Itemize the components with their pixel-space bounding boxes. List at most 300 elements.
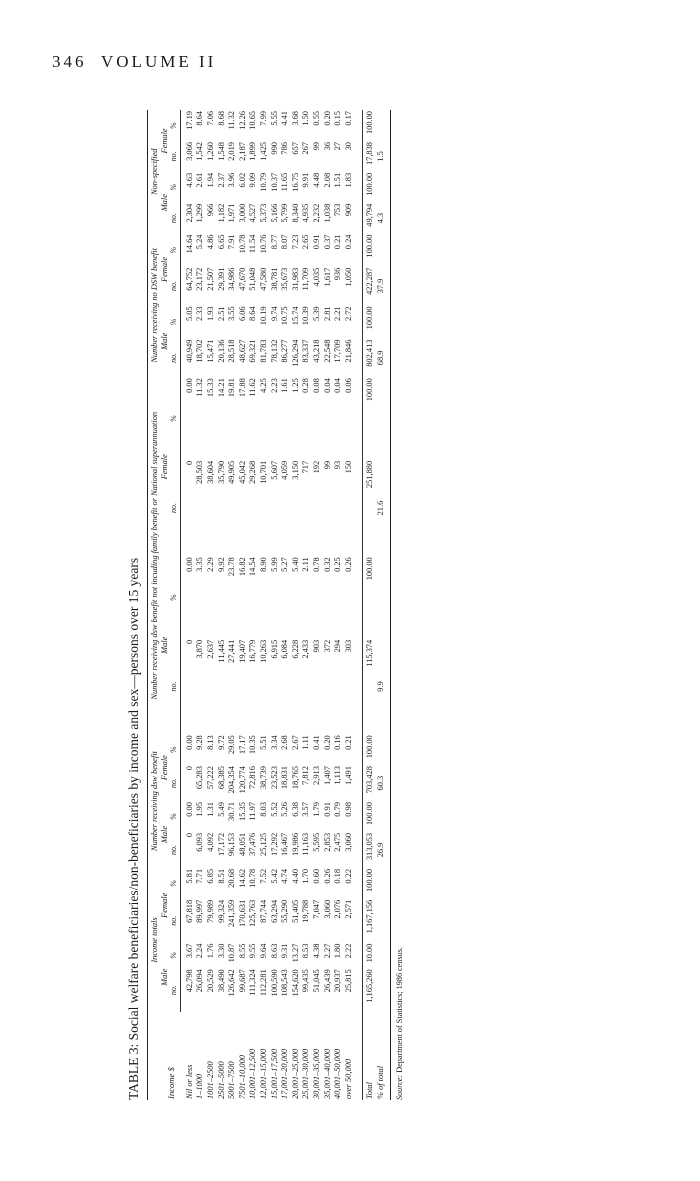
table-cell: 3.67	[184, 943, 194, 959]
group-header-dsw-excl-family: Number receiving dsw benefit not incuding family benefit or National superannuation	[150, 411, 159, 700]
table-cell: 8.64	[195, 111, 205, 126]
table-row	[270, 110, 281, 1100]
table-cell: 51,048	[248, 267, 258, 291]
table-cell: 115,374	[363, 639, 376, 734]
row-label: 10,001–12,500	[248, 1048, 258, 1099]
table-cell: 2.65	[301, 234, 311, 250]
table-cell: 19.81	[227, 378, 237, 398]
table-cell: 9.72	[216, 735, 226, 750]
table-cell: 2.11	[301, 557, 311, 572]
table-cell: 7.91	[227, 234, 237, 250]
table-cell: 9.09	[248, 172, 258, 188]
table-cell: 10.79	[258, 172, 268, 192]
table-cell: 14.62	[237, 868, 247, 888]
table-cell: 2.51	[216, 306, 226, 322]
table-cell: 35,673	[280, 267, 290, 291]
table-cell	[376, 801, 390, 832]
table-cell	[376, 734, 390, 765]
table-cell: 3.96	[227, 172, 237, 188]
table-cell: 0.20	[322, 111, 332, 126]
table-cell: 10.78	[248, 868, 258, 888]
table-cell: 2.23	[269, 378, 279, 393]
table-cell: 753	[333, 203, 343, 217]
table-cell: 0.26	[343, 557, 353, 572]
table-cell: 2,232	[311, 203, 321, 223]
table-cell: 14.21	[216, 378, 226, 398]
table-cell: 11.32	[227, 111, 237, 130]
table-cell: 16.82	[237, 557, 247, 577]
table-cell: 9.55	[248, 943, 258, 959]
table-cell: 0.00	[184, 557, 194, 572]
table-cell: 20.68	[227, 868, 237, 888]
percent-column-header: %	[169, 234, 181, 267]
table-cell: 23.78	[227, 557, 237, 577]
table-cell	[376, 305, 390, 338]
table-cell: 6.85	[206, 868, 215, 884]
table-cell: 0.91	[322, 802, 332, 817]
table-cell: 37,476	[248, 832, 258, 856]
table-cell: 51,405	[290, 899, 300, 923]
table-cell: 5.81	[184, 868, 194, 884]
table-cell: 31,983	[290, 267, 300, 291]
table-cell: 0.25	[333, 557, 343, 572]
count-column-header: no.	[169, 141, 181, 172]
table-cell: 55,290	[280, 899, 290, 923]
table-cell: 294	[333, 639, 343, 653]
table-cell: 1,542	[195, 142, 205, 161]
table-cell: 37.9	[376, 267, 390, 306]
table-cell: 1.51	[333, 172, 343, 188]
table-cell: 1,407	[322, 766, 332, 785]
table-cell: 72,816	[248, 766, 258, 790]
table-cell: 2.61	[195, 172, 205, 188]
table-cell: 38,490	[216, 969, 226, 993]
table-cell: 4.3	[376, 203, 390, 234]
table-row	[333, 110, 344, 1100]
table-cell	[376, 110, 390, 141]
table-cell: 25,815	[343, 969, 353, 993]
table-cell: 8.68	[216, 111, 226, 126]
table-cell: 1,899	[248, 142, 258, 161]
table-cell: 5.27	[280, 557, 290, 572]
table-cell: 4,527	[248, 203, 258, 223]
table-row	[206, 110, 217, 1100]
table-cell: 10.00	[363, 943, 376, 969]
table-cell	[376, 968, 390, 1012]
table-cell: 26,439	[322, 969, 332, 993]
table-cell: 28,503	[195, 460, 205, 484]
table-cell: 1,260	[206, 142, 215, 161]
table-cell: 99	[311, 142, 321, 151]
table-cell: 17,172	[216, 832, 226, 856]
source-text: Department of Statistics; 1986 census.	[394, 947, 404, 1073]
table-cell: 7.06	[206, 111, 215, 126]
table-cell: 29,391	[216, 267, 226, 291]
table-cell: 0.04	[322, 378, 332, 393]
table-cell: 68.9	[376, 339, 390, 378]
table-cell: 100.00	[363, 110, 376, 141]
table-row	[248, 110, 259, 1100]
table-cell: 1.93	[206, 306, 215, 322]
table-cell: 313,053	[363, 832, 376, 868]
table-cell: 2.29	[206, 557, 215, 572]
table-cell: 2.21	[333, 306, 343, 322]
table-cell: 2.27	[322, 943, 332, 959]
row-label: over 50,000	[343, 1058, 353, 1099]
table-cell: 96,153	[227, 832, 237, 856]
table-cell: 4.74	[280, 868, 290, 884]
table-cell: 64,752	[184, 267, 194, 291]
table-cell: 0.32	[322, 557, 332, 572]
table-cell: 68,385	[216, 766, 226, 790]
table-cell: 7,812	[301, 766, 311, 785]
table-cell: 10.19	[258, 306, 268, 326]
table-cell: 89,997	[195, 899, 205, 923]
table-cell: 4.25	[258, 378, 268, 393]
table-cell: 4,092	[206, 832, 215, 852]
table-row	[227, 110, 238, 1100]
sex-header: Male	[159, 194, 169, 212]
table-cell: 5,373	[258, 203, 268, 223]
table-cell	[376, 172, 390, 203]
table-cell: 6,084	[280, 639, 290, 659]
table-cell: 126,642	[227, 969, 237, 997]
table-cell: 0.78	[311, 557, 321, 572]
table-cell: 0.15	[333, 111, 343, 126]
table-cell: 18,765	[290, 766, 300, 790]
row-label: 1001–2500	[206, 1061, 215, 1099]
table-cell: 1,617	[322, 267, 332, 287]
total-row	[363, 110, 376, 1100]
row-label: 5001–7500	[227, 1061, 237, 1099]
table-cell: 8.90	[258, 557, 268, 572]
table-cell: 1,165,260	[363, 968, 376, 1012]
table-cell: 38,604	[206, 460, 215, 484]
table-cell: 48,051	[237, 832, 247, 856]
table-cell: 126,294	[290, 339, 300, 367]
table-cell: 35,790	[216, 460, 226, 484]
table-cell: 11.32	[195, 378, 205, 397]
table-cell: 0	[184, 766, 194, 771]
table-cell: 170,631	[237, 899, 247, 928]
table-cell: 372	[322, 639, 332, 653]
row-label: 40,001–50,000	[333, 1048, 343, 1099]
table-cell: 43,218	[311, 339, 321, 363]
sex-header: Male	[159, 332, 169, 350]
row-label: 17,001–20,000	[280, 1048, 290, 1099]
table-cell: 204,354	[227, 766, 237, 794]
table-cell: 10.65	[248, 111, 258, 130]
table-cell: 303	[343, 639, 353, 653]
table-cell: 8.53	[301, 943, 311, 959]
count-column-header: no.	[169, 267, 181, 306]
table-cell: 2.72	[343, 306, 353, 322]
table-cell: 2.08	[322, 172, 332, 188]
percent-column-header: %	[169, 801, 181, 832]
table-cell: 17.19	[184, 111, 194, 130]
table-cell: 17,709	[333, 339, 343, 363]
table-cell	[376, 868, 390, 899]
table-cell: 60.3	[376, 765, 390, 801]
table-cell: 717	[301, 460, 311, 474]
table-cell: 108,543	[280, 969, 290, 997]
table-cell: 10,263	[258, 639, 268, 663]
table-cell: 0.98	[343, 802, 353, 817]
table-cell: 120,774	[237, 766, 247, 794]
table-cell: 3,066	[184, 142, 194, 161]
group-header-dsw-benefit: Number receiving dsw benefit	[150, 751, 159, 852]
table-cell: 19,788	[301, 899, 311, 923]
table-cell: 11,709	[301, 267, 311, 291]
table-cell: 9.31	[280, 943, 290, 959]
table-cell: 5.49	[216, 802, 226, 817]
table-cell: 29,268	[248, 460, 258, 484]
table-cell: 47,580	[258, 267, 268, 291]
table-cell: 903	[311, 639, 321, 653]
table-cell: 5.26	[280, 802, 290, 817]
row-label: Total	[363, 1012, 376, 1100]
table-cell: 100.00	[363, 868, 376, 899]
table-cell: 5,595	[311, 832, 321, 852]
table-cell: 9.64	[258, 943, 268, 959]
table-cell: 8.77	[269, 234, 279, 250]
table-cell: 4,035	[311, 267, 321, 287]
table-cell: 241,359	[227, 899, 237, 928]
table-cell: 7,047	[311, 899, 321, 919]
table-cell: 17.88	[237, 378, 247, 398]
table-cell: 267	[301, 142, 311, 155]
table-cell: 25,125	[258, 832, 268, 856]
table-cell: 1,038	[322, 203, 332, 223]
row-label: 12,001–15,000	[258, 1048, 268, 1099]
table-cell: 0.22	[343, 868, 353, 884]
table-cell: 2,853	[322, 832, 332, 852]
table-cell: 1,491	[343, 766, 353, 785]
table-cell: 1.25	[290, 378, 300, 393]
table-cell: 100,590	[269, 969, 279, 997]
table-cell: 5.55	[269, 111, 279, 126]
table-cell: 23,523	[269, 766, 279, 790]
source-note	[395, 110, 404, 1100]
page-number: 346	[52, 52, 87, 71]
table-row	[238, 110, 249, 1100]
table-cell: 7.52	[258, 868, 268, 884]
table-cell: 1,299	[195, 203, 205, 223]
table-cell: 5.99	[269, 557, 279, 572]
table-cell: 1,548	[216, 142, 226, 161]
count-column-header: no.	[169, 765, 181, 801]
table-cell: 1,182	[216, 203, 226, 223]
table-cell: 0.00	[184, 378, 194, 393]
table-cell: 0.37	[322, 234, 332, 250]
table-cell: 2,076	[333, 899, 343, 919]
sex-header: Female	[159, 256, 169, 283]
volume-label: VOLUME II	[101, 52, 217, 71]
table-cell: 18,831	[280, 766, 290, 790]
table-cell: 0.17	[343, 111, 353, 126]
table-cell: 10.37	[269, 172, 279, 192]
table-cell: 10.87	[227, 943, 237, 963]
table-cell: 17,292	[269, 832, 279, 856]
row-label: 15,001–17,500	[269, 1048, 279, 1099]
table-row	[180, 110, 195, 1100]
sex-header: Female	[159, 892, 169, 918]
table-cell: 8.13	[206, 735, 215, 750]
sex-header: Male	[159, 825, 169, 844]
table-cell: 1.76	[206, 943, 215, 959]
table-cell	[376, 943, 390, 969]
table-cell: 9.28	[195, 735, 205, 750]
table-cell: 93	[333, 460, 343, 470]
table-cell: 0.26	[322, 868, 332, 884]
table-cell: 11,445	[216, 639, 226, 663]
table-cell: 0	[184, 832, 194, 838]
table-cell: 2.68	[280, 735, 290, 750]
table-cell: 4.63	[184, 172, 194, 188]
table-cell: 0.21	[333, 234, 343, 250]
table-cell: 15.33	[206, 378, 215, 398]
table-row	[323, 110, 334, 1100]
table-cell: 47,670	[237, 267, 247, 291]
table-row	[217, 110, 228, 1100]
table-cell: 2.37	[216, 172, 226, 188]
table-cell: 4.38	[311, 943, 321, 959]
table-cell: 11.65	[280, 172, 290, 192]
table-cell: 2,913	[311, 766, 321, 785]
table-row	[344, 110, 355, 1100]
source-label: Source:	[394, 1074, 404, 1100]
table-cell: 10.75	[280, 306, 290, 326]
table-cell: 26,094	[195, 969, 205, 993]
table-cell: 40,949	[184, 339, 194, 363]
table-cell: 19,986	[290, 832, 300, 856]
table-cell: 45,042	[237, 460, 247, 484]
table-cell: 0.79	[333, 802, 343, 817]
table-cell: 11.54	[248, 234, 258, 254]
table-cell: 0.04	[333, 378, 343, 393]
table-cell: 0.28	[301, 378, 311, 393]
table-cell: 67,818	[184, 899, 194, 923]
table-cell: 2,187	[237, 142, 247, 161]
sex-header: Female	[159, 454, 169, 480]
table-cell: 125,763	[248, 899, 258, 928]
table-cell: 7.23	[290, 234, 300, 250]
table-cell: 6,228	[290, 639, 300, 659]
table-cell: 10.35	[248, 735, 258, 755]
table-cell: 1,050	[343, 267, 353, 287]
table-cell: 4,935	[301, 203, 311, 223]
percent-column-header: %	[169, 305, 181, 338]
table-cell: 20,937	[333, 969, 343, 993]
table-cell: 6.38	[290, 802, 300, 817]
table-cell: 21.6	[376, 460, 390, 556]
table-cell: 657	[290, 142, 300, 155]
table-row	[301, 110, 312, 1100]
table-cell: 3,060	[343, 832, 353, 852]
row-label: 30,001–35,000	[311, 1048, 321, 1099]
table-cell: 18,702	[195, 339, 205, 363]
table-cell: 5.51	[258, 735, 268, 750]
table-cell: 3.30	[216, 943, 226, 959]
sex-header: Male	[159, 636, 169, 654]
table-cell: 9.91	[301, 172, 311, 188]
table-cell: 4.86	[206, 234, 215, 250]
table-cell: 5,166	[269, 203, 279, 223]
table-cell: 100.00	[363, 234, 376, 267]
percent-column-header: %	[169, 377, 181, 460]
table-cell: 6.06	[237, 306, 247, 322]
table-cell: 1,167,156	[363, 899, 376, 943]
percent-column-header: %	[169, 943, 181, 969]
table-cell: 0.18	[333, 868, 343, 884]
table-cell: 4.48	[311, 172, 321, 188]
table-row	[280, 110, 291, 1100]
table-cell	[376, 234, 390, 267]
table-cell: 1.94	[206, 172, 215, 188]
table-cell: 154,620	[290, 969, 300, 997]
table-cell: 3,000	[237, 203, 247, 223]
table-cell: 0.06	[343, 378, 353, 393]
table-cell: 8.03	[258, 802, 268, 817]
table-cell: 10,701	[258, 460, 268, 484]
table-cell: 19,407	[237, 639, 247, 663]
table-cell: 6,915	[269, 639, 279, 659]
table-cell: 0.60	[311, 868, 321, 884]
table-cell: 15.74	[290, 306, 300, 326]
table-cell: 3,150	[290, 460, 300, 480]
table-cell: 9.9	[376, 639, 390, 734]
table-cell: 99,687	[237, 969, 247, 993]
table-cell: 79,989	[206, 899, 215, 923]
table-cell: 65,283	[195, 766, 205, 790]
table-cell: 1.79	[311, 802, 321, 817]
table-cell: 17,838	[363, 141, 376, 172]
row-label: 35,001–40,000	[322, 1048, 332, 1099]
table-cell: 5.24	[195, 234, 205, 250]
percent-column-header: %	[169, 734, 181, 765]
table-row	[259, 110, 270, 1100]
table-cell: 100.00	[363, 172, 376, 203]
row-label: 7501–10,000	[237, 1055, 247, 1099]
percent-column-header: %	[169, 556, 181, 639]
table-cell: 2.67	[290, 735, 300, 750]
table-cell: 909	[343, 203, 353, 217]
table-row	[291, 110, 302, 1100]
table-cell: 1.11	[301, 735, 311, 750]
table-cell: 3.68	[290, 111, 300, 126]
table-title: TABLE 3: Social welfare beneficiaries/non-beneficiaries by income and sex—persons over 15 years	[126, 557, 141, 1100]
table-cell: 100.00	[363, 801, 376, 832]
table-cell: 0	[184, 460, 194, 466]
sex-header: Female	[159, 755, 169, 781]
page-header	[52, 52, 216, 72]
table-cell: 10.39	[301, 306, 311, 326]
table-cell: 27	[333, 142, 343, 151]
table-cell: 1.31	[206, 802, 215, 817]
table-cell: 81,783	[258, 339, 268, 363]
table-cell: 990	[269, 142, 279, 155]
row-label: % of total	[376, 1012, 390, 1100]
table-cell: 9.74	[269, 306, 279, 322]
group-header-no-dsw: Number receiving no DSW benefit	[150, 248, 159, 363]
income-table	[147, 110, 391, 1100]
table-cell: 11.62	[248, 378, 258, 397]
table-cell: 20,136	[216, 339, 226, 363]
table-cell: 6,093	[195, 832, 205, 852]
table-cell: 99,324	[216, 899, 226, 923]
table-cell: 3.35	[195, 557, 205, 572]
table-cell: 15.35	[237, 802, 247, 821]
